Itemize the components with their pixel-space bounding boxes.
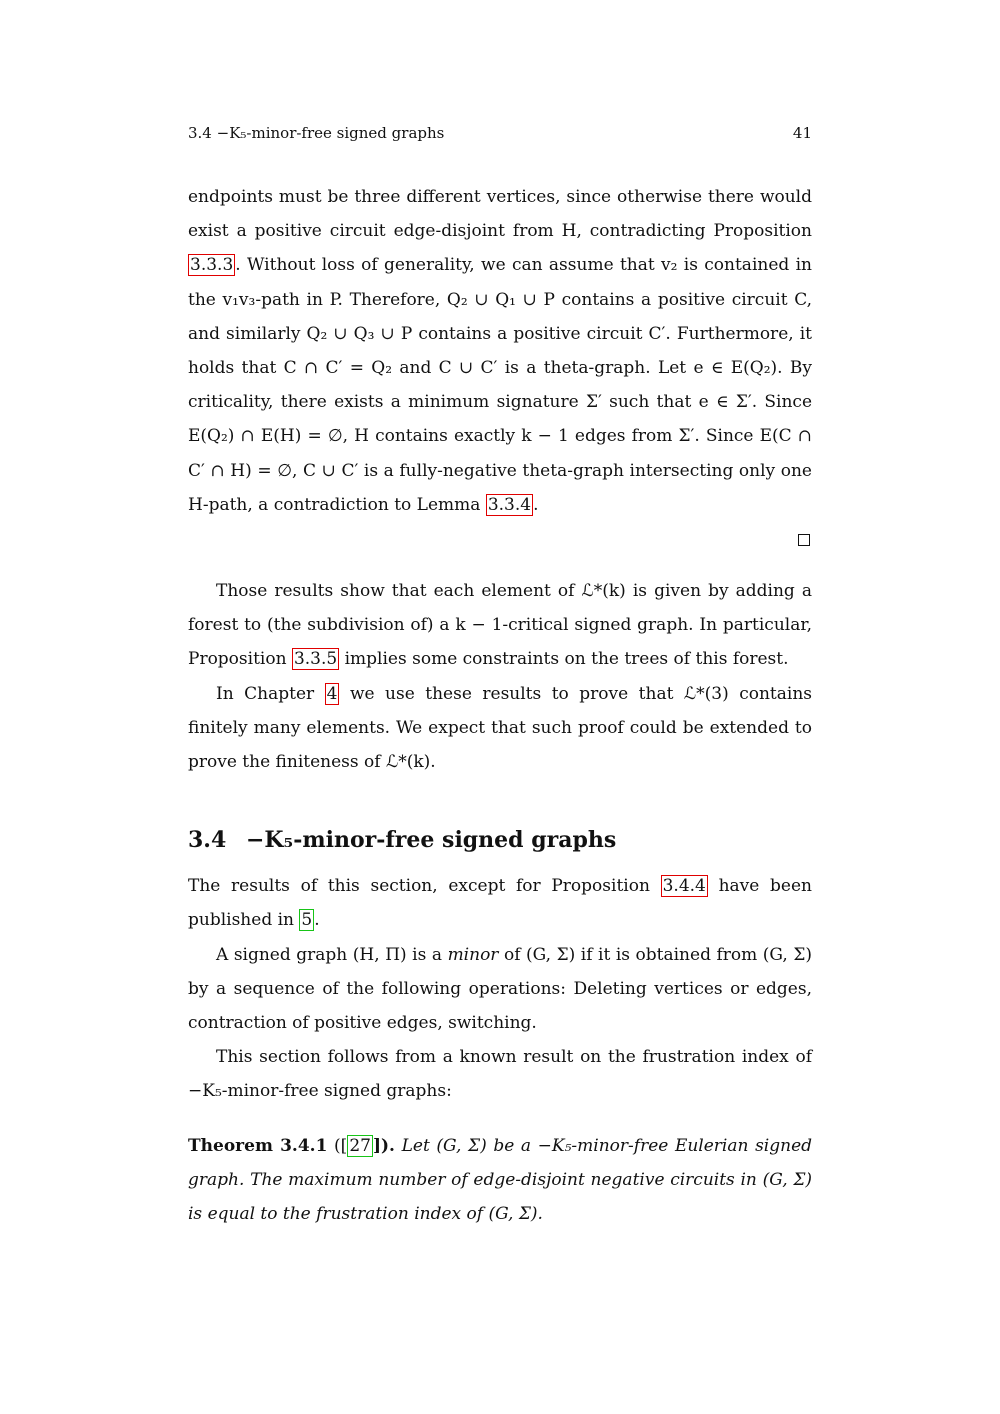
text-run: endpoints must be three different vertices, since otherwise there would exist a positive circuit edge-disjoint from H, contradicting Proposition (188, 187, 812, 242)
ref-proposition-3-3-5[interactable]: 3.3.5 (293, 649, 338, 670)
ref-lemma-3-3-4[interactable]: 3.3.4 (487, 494, 532, 515)
ref-chapter-4[interactable]: 4 (326, 683, 338, 704)
text-run: ]). (372, 1135, 395, 1156)
text-run: we use these results to prove that ℒ*(3) contains finitely many elements. We expect that such proof could be extended to prove the finiteness of ℒ*(k). (188, 683, 812, 773)
text-run: of (G, Σ) if it is obtained from (G, Σ) by a sequence of the following operations: Deleting vertices or edges, contraction of positive edges, switching. (188, 944, 812, 1034)
page-number: 41 (792, 124, 812, 142)
ref-proposition-3-4-4[interactable]: 3.4.4 (662, 876, 706, 897)
running-header (188, 124, 812, 142)
paragraph-forest (188, 574, 812, 677)
citation-27[interactable]: 27 (349, 1135, 371, 1156)
text-run: A signed graph (H, Π) is a (216, 944, 448, 965)
text-run: implies some constraints on the trees of this forest. (339, 649, 789, 670)
paragraph-frustration-index (188, 1040, 812, 1108)
theorem-statement: Let (G, Σ) be a −K₅-minor-free Eulerian signed graph. The maximum number of edge-disjoint negative circuits in (G, Σ) is equal to the frustration index of (G, Σ). (188, 1135, 813, 1225)
section-heading (188, 825, 812, 855)
running-header-section: 3.4 −K₅-minor-free signed graphs (188, 124, 445, 142)
text-run: . Without loss of generality, we can assume that v₂ is contained in the v₁v₃-path in P. Therefore, Q₂ ∪ Q₁ ∪ P contains a positive circuit C, and similarly Q₂ ∪ Q₃ ∪ P contains a positive circuit C′. Furthermore, it holds that C ∩ C′ = Q₂ and C ∪ C′ is a theta-graph. Let e ∈ E(Q₂). By criticality, there exists a minimum signature Σ′ such that e ∈ Σ′. Since E(Q₂) ∩ E(H) = ∅, H contains exactly k − 1 edges from Σ′. Since E(C ∩ C′ ∩ H) = ∅, C ∪ C′ is a fully-negative theta-graph intersecting only one H-path, a contradiction to Lemma (188, 255, 812, 515)
paragraph-chapter-4 (188, 677, 812, 780)
text-run: In Chapter (216, 683, 325, 704)
text-run: . (314, 910, 320, 931)
page-body (188, 180, 812, 1231)
text-run: This section follows from a known result on the frustration index of −K₅-minor-free signed graphs: (188, 1047, 812, 1102)
text-run: The results of this section, except for Proposition (188, 876, 661, 897)
qed-square-icon (798, 534, 810, 546)
proof-continuation-paragraph (188, 180, 812, 522)
paragraph-minor-definition (188, 938, 812, 1041)
ref-proposition-3-3-3[interactable]: 3.3.3 (190, 255, 234, 276)
paragraph-published (188, 869, 812, 937)
citation-5[interactable]: 5 (301, 910, 313, 931)
text-run: . (533, 494, 539, 515)
theorem-label: Theorem 3.4.1 (188, 1135, 328, 1156)
section-number: 3.4 (188, 827, 227, 854)
emphasis-minor: minor (447, 944, 499, 965)
section-title: −K₅-minor-free signed graphs (246, 827, 617, 854)
qed-row (188, 522, 812, 556)
text-run: ([ (327, 1135, 348, 1156)
theorem-3-4-1 (188, 1129, 812, 1232)
text-run: have been published in (188, 876, 812, 931)
text-run: Those results show that each element of ℒ*(k) is given by adding a forest to (the subdivision of) a k − 1-critical signed graph. In particular, Proposition (188, 581, 812, 670)
